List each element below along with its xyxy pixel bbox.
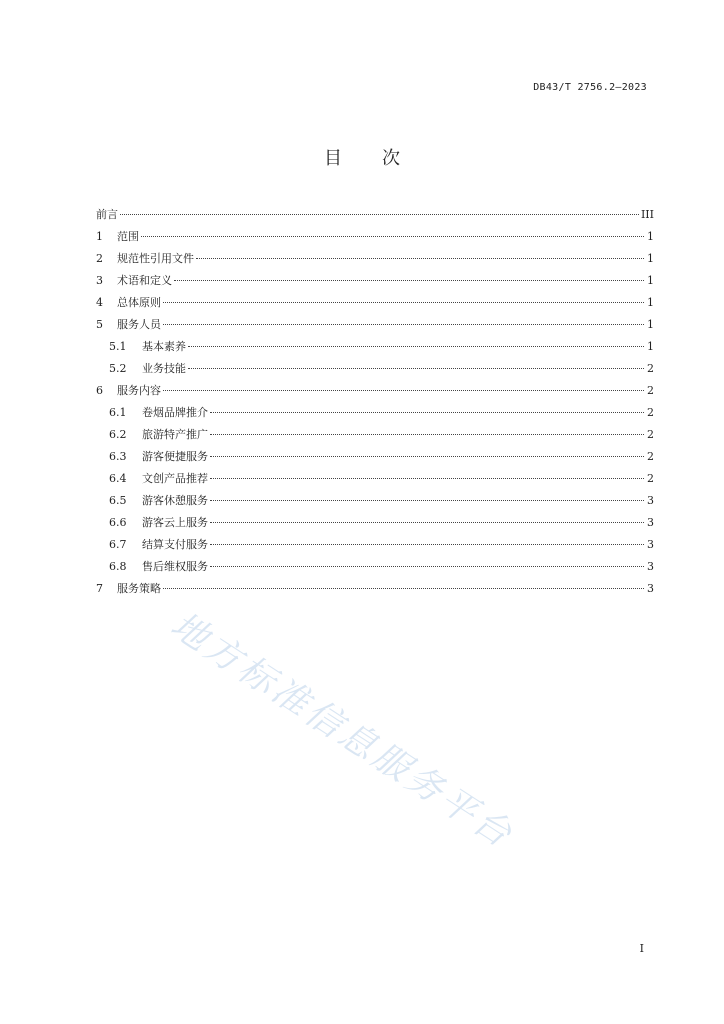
- watermark: 地方标准信息服务平台: [163, 604, 522, 857]
- toc-entry-label: 前言: [96, 208, 118, 221]
- toc-entry-page: 3: [647, 538, 654, 551]
- toc-entry-page: 3: [647, 582, 654, 595]
- toc-entry[interactable]: [96, 490, 654, 512]
- toc-dot-leader: [163, 390, 644, 391]
- toc-entry[interactable]: [96, 534, 654, 556]
- toc-entry-number: 5.1: [109, 340, 127, 353]
- toc-dot-leader: [210, 522, 644, 523]
- toc-entry-number: 3: [96, 274, 103, 287]
- toc-entry[interactable]: [96, 314, 654, 336]
- toc-entry-label: 规范性引用文件: [117, 252, 194, 265]
- toc-entry-label: 总体原则: [117, 296, 161, 309]
- toc-entry-number: 7: [96, 582, 103, 595]
- toc-entry-label: 服务人员: [117, 318, 161, 331]
- toc-dot-leader: [174, 280, 644, 281]
- footer-page-number: I: [639, 942, 644, 955]
- toc-entry-label: 游客便捷服务: [142, 450, 208, 463]
- toc-entry[interactable]: [96, 380, 654, 402]
- toc-entry-page: 2: [647, 406, 654, 419]
- toc-entry[interactable]: [96, 512, 654, 534]
- toc-entry-number: 6.5: [109, 494, 127, 507]
- toc-entry-number: 6.2: [109, 428, 127, 441]
- toc-dot-leader: [210, 412, 644, 413]
- toc-entry-page: 2: [647, 472, 654, 485]
- toc-entry-page: 1: [647, 340, 654, 353]
- toc-dot-leader: [210, 456, 644, 457]
- toc-entry[interactable]: [96, 248, 654, 270]
- toc-entry-page: 1: [647, 296, 654, 309]
- toc-dot-leader: [196, 258, 644, 259]
- toc-dot-leader: [210, 478, 644, 479]
- toc-dot-leader: [188, 368, 644, 369]
- toc-entry-label: 游客云上服务: [142, 516, 208, 529]
- toc-entry[interactable]: [96, 468, 654, 490]
- toc-entry-label: 结算支付服务: [142, 538, 208, 551]
- toc-entry-label: 术语和定义: [117, 274, 172, 287]
- toc-entry[interactable]: [96, 578, 654, 600]
- toc-entry-label: 卷烟品牌推介: [142, 406, 208, 419]
- toc-dot-leader: [210, 434, 644, 435]
- toc-entry-number: 6.4: [109, 472, 127, 485]
- toc-entry-page: 1: [647, 274, 654, 287]
- toc-entry[interactable]: [96, 446, 654, 468]
- toc-dot-leader: [210, 566, 644, 567]
- toc-entry-label: 范围: [117, 230, 139, 243]
- toc-entry-page: 3: [647, 560, 654, 573]
- toc-entry-page: 1: [647, 230, 654, 243]
- toc-entry-label: 业务技能: [142, 362, 186, 375]
- toc-entry-label: 旅游特产推广: [142, 428, 208, 441]
- toc-entry-number: 2: [96, 252, 103, 265]
- toc-entry[interactable]: [96, 204, 654, 226]
- toc-entry-number: 1: [96, 230, 103, 243]
- toc-entry-label: 文创产品推荐: [142, 472, 208, 485]
- toc-entry[interactable]: [96, 358, 654, 380]
- toc-dot-leader: [210, 500, 644, 501]
- doc-number: DB43/T 2756.2—2023: [533, 82, 647, 93]
- toc-entry-page: 2: [647, 450, 654, 463]
- toc-entry-label: 游客休憩服务: [142, 494, 208, 507]
- toc-entry-number: 5: [96, 318, 103, 331]
- toc-entry-page: 3: [647, 516, 654, 529]
- toc-entry-label: 服务内容: [117, 384, 161, 397]
- toc-entry[interactable]: [96, 336, 654, 358]
- toc-entry-page: 2: [647, 362, 654, 375]
- toc-entry[interactable]: [96, 424, 654, 446]
- toc-entry-number: 6: [96, 384, 103, 397]
- toc-dot-leader: [163, 324, 644, 325]
- toc-dot-leader: [141, 236, 644, 237]
- toc-entry[interactable]: [96, 556, 654, 578]
- toc-entry-page: 3: [647, 494, 654, 507]
- toc-entry-number: 6.6: [109, 516, 127, 529]
- toc-entry-label: 售后维权服务: [142, 560, 208, 573]
- toc-entry-page: 1: [647, 252, 654, 265]
- toc-entry-page: 2: [647, 428, 654, 441]
- toc-dot-leader: [120, 214, 639, 215]
- toc-entry[interactable]: [96, 270, 654, 292]
- toc-entry-page: III: [640, 208, 654, 221]
- toc-dot-leader: [163, 302, 644, 303]
- toc-entry-label: 基本素养: [142, 340, 186, 353]
- toc-entry-label: 服务策略: [117, 582, 161, 595]
- toc-entry-number: 6.7: [109, 538, 127, 551]
- toc-dot-leader: [163, 588, 644, 589]
- toc-entry-number: 6.1: [109, 406, 127, 419]
- toc-entry[interactable]: [96, 292, 654, 314]
- toc-dot-leader: [210, 544, 644, 545]
- toc-entry-page: 2: [647, 384, 654, 397]
- toc-entry-page: 1: [647, 318, 654, 331]
- toc-entry-number: 6.8: [109, 560, 127, 573]
- toc-dot-leader: [188, 346, 644, 347]
- toc-entry-number: 6.3: [109, 450, 127, 463]
- toc-entry-number: 4: [96, 296, 103, 309]
- toc-entry[interactable]: [96, 402, 654, 424]
- toc-entry-number: 5.2: [109, 362, 127, 375]
- toc-entry[interactable]: [96, 226, 654, 248]
- table-of-contents: [96, 204, 654, 600]
- page-title: 目次: [324, 148, 440, 169]
